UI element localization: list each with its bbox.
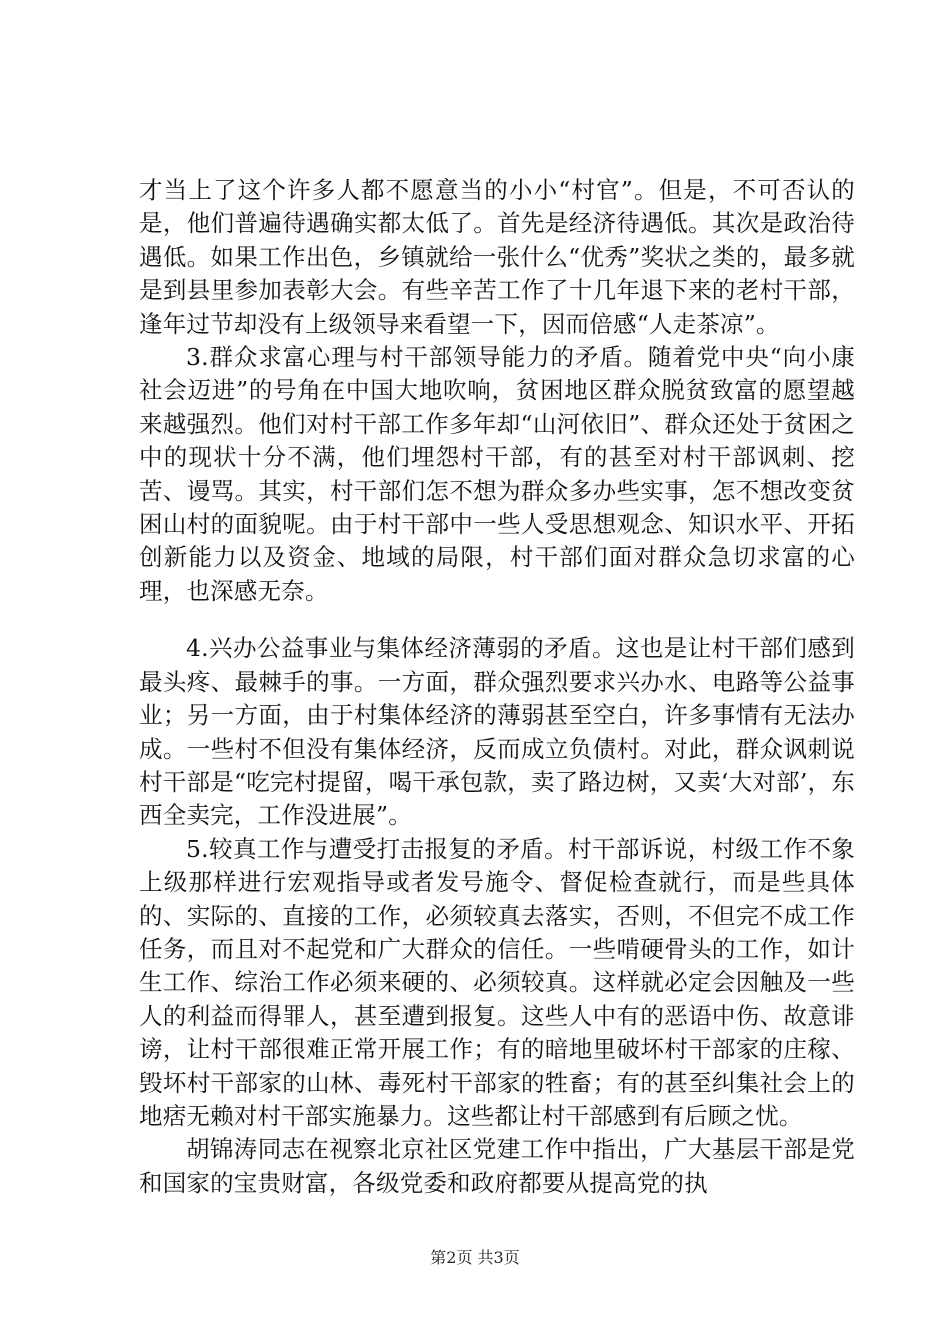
page-number-label: 第2页 共3页 — [430, 1248, 520, 1267]
paragraph-closing: 胡锦涛同志在视察北京社区党建工作中指出，广大基层干部是党和国家的宝贵财富，各级党委和政府都要从提高党的执 — [139, 1135, 855, 1197]
paragraph-point-4: 4.兴办公益事业与集体经济薄弱的矛盾。这也是让村干部们感到最头疼、最棘手的事。一方面，群众强烈要求兴办水、电路等公益事业；另一方面，由于村集体经济的薄弱甚至空白，许多事情有无法办成。一些村不但没有集体经济，反而成立负债村。对此，群众讽刺说村干部是“吃完村提留，喝干承包款，卖了路边树，又卖‘大对部’，东西全卖完，工作没进展”。 — [139, 634, 855, 830]
document-body — [139, 174, 855, 1200]
paragraph-point-3: 3.群众求富心理与村干部领导能力的矛盾。随着党中央“向小康社会迈进”的号角在中国大地吹响，贫困地区群众脱贫致富的愿望越来越强烈。他们对村干部工作多年却“山河依旧”、群众还处于贫困之中的现状十分不满，他们埋怨村干部，有的甚至对村干部讽刺、挖苦、谩骂。其实，村干部们怎不想为群众多办些实事，怎不想改变贫困山村的面貌呢。由于村干部中一些人受思想观念、知识水平、开拓创新能力以及资金、地域的局限，村干部们面对群众急切求富的心理，也深感无奈。 — [139, 343, 855, 605]
paragraph-point-5: 5.较真工作与遭受打击报复的矛盾。村干部诉说，村级工作不象上级那样进行宏观指导或者发号施令、督促检查就行，而是些具体的、实际的、直接的工作，必须较真去落实，否则，不但完不成工作任务，而且对不起党和广大群众的信任。一些啃硬骨头的工作，如计生工作、综治工作必须来硬的、必须较真。这样就必定会因触及一些人的利益而得罪人，甚至遭到报复。这些人中有的恶语中伤、故意诽谤，让村干部很难正常开展工作；有的暗地里破坏村干部家的庄稼、毁坏村干部家的山林、毒死村干部家的牲畜；有的甚至纠集社会上的地痞无赖对村干部实施暴力。这些都让村干部感到有后顾之忧。 — [139, 834, 855, 1130]
paragraph-continuation: 才当上了这个许多人都不愿意当的小小“村官”。但是，不可否认的是，他们普遍待遇确实都太低了。首先是经济待遇低。其次是政治待遇低。如果工作出色，乡镇就给一张什么“优秀”奖状之类的，最多就是到县里参加表彰大会。有些辛苦工作了十几年退下来的老村干部，逢年过节却没有上级领导来看望一下，因而倍感“人走茶凉”。 — [139, 176, 855, 338]
page-footer — [0, 1245, 950, 1268]
